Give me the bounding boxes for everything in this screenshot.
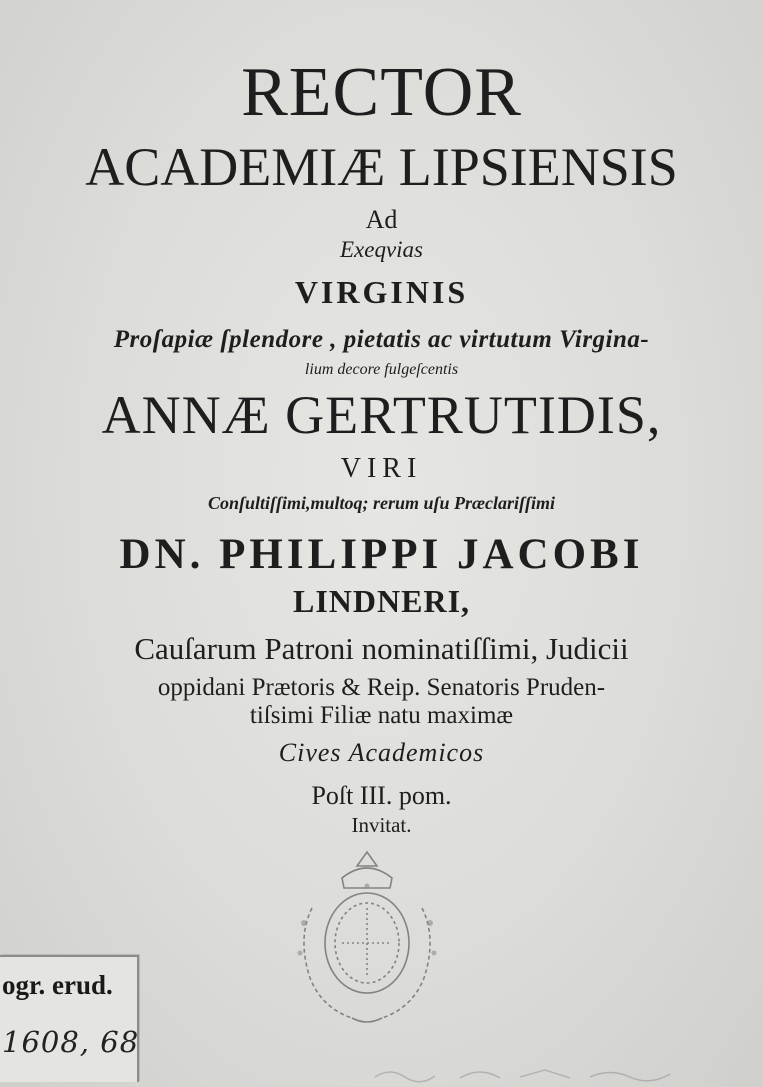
faded-handwriting-icon xyxy=(370,1062,690,1084)
library-shelfmark-label xyxy=(0,955,139,1082)
line-prosapiae: Proſapiæ ſplendore , pietatis ac virtutum Virgina- xyxy=(113,326,650,353)
line-oppidani-praetoris: oppidani Prætoris & Reip. Senatoris Pruden- xyxy=(157,674,606,701)
line-lium-decore: lium decore fulgeſcentis xyxy=(304,361,459,378)
line-tissimi-filiae: tiſsimi Filiæ natu maximæ xyxy=(249,702,514,729)
line-consultissimi: Conſultiſſimi,multoq; rerum uſu Præclariſſimi xyxy=(207,493,556,513)
line-lindneri: LINDNERI, xyxy=(292,583,471,619)
line-exeqvias: Exeqvias xyxy=(339,237,423,262)
coat-of-arms-icon xyxy=(282,848,452,1028)
line-ad: Ad xyxy=(365,205,398,234)
line-post-iii-pom: Poſt III. pom. xyxy=(311,781,452,810)
shelfmark-top: ogr. erud. xyxy=(2,970,113,1000)
line-virginis: VIRGINIS xyxy=(294,274,469,310)
title-rector: RECTOR xyxy=(241,54,522,131)
line-philippi-jacobi: DN. PHILIPPI JACOBI xyxy=(119,531,644,578)
line-viri: VIRI xyxy=(340,453,423,484)
line-cives-academicos: Cives Academicos xyxy=(278,738,485,767)
line-invitat: Invitat. xyxy=(351,813,412,837)
shelfmark-bottom: 1608, 68 xyxy=(2,1025,140,1059)
title-academiae-lipsiensis: ACADEMIÆ LIPSIENSIS xyxy=(85,137,678,197)
line-annae-gertrutidis: ANNÆ GERTRUTIDIS, xyxy=(101,385,662,445)
line-causarum-patroni: Cauſarum Patroni nominatiſſimi, Judicii xyxy=(134,631,629,666)
